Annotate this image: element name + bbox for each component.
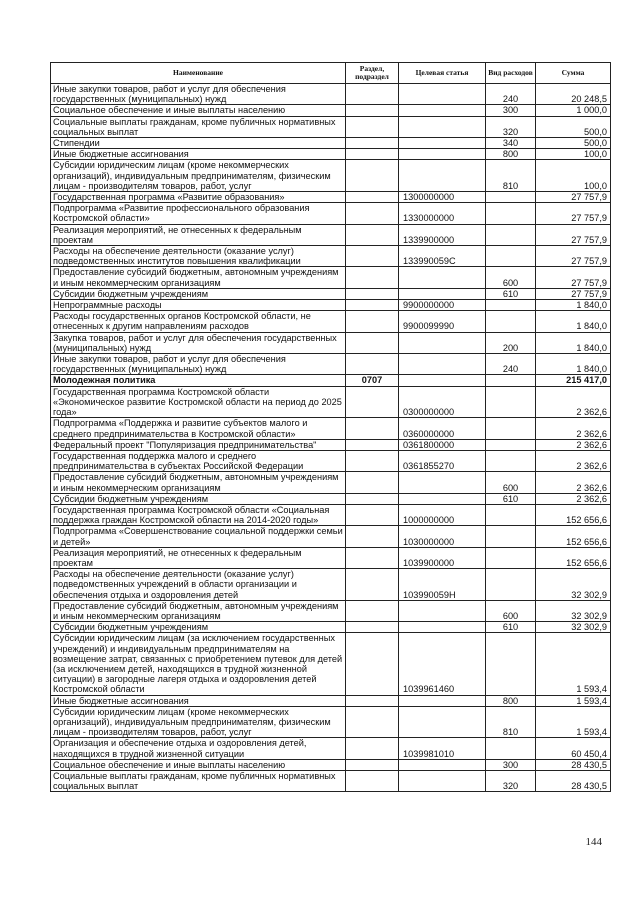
cell-type (486, 547, 536, 568)
table-row (51, 386, 611, 418)
cell-sum: 20 248,5 (536, 84, 611, 105)
cell-section (346, 418, 399, 439)
cell-section (346, 472, 399, 493)
page-number: 144 (585, 836, 602, 848)
cell-type (486, 224, 536, 245)
table-row (51, 354, 611, 375)
cell-name: Иные закупки товаров, работ и услуг для обеспечения государственных (муниципальных) нужд (51, 84, 346, 105)
cell-sum: 27 757,9 (536, 288, 611, 299)
cell-type: 600 (486, 600, 536, 621)
table-row (51, 267, 611, 288)
cell-type (486, 375, 536, 386)
cell-section (346, 600, 399, 621)
cell-section: 0707 (346, 375, 399, 386)
cell-sum: 60 450,4 (536, 738, 611, 759)
header-section: Раздел, подраздел (346, 63, 399, 84)
cell-type (486, 526, 536, 547)
table-row (51, 706, 611, 738)
cell-article: 103990059Н (399, 569, 486, 601)
budget-table-page (50, 62, 610, 792)
cell-name: Государственная программа «Развитие образования» (51, 192, 346, 203)
table-row (51, 450, 611, 471)
table-row (51, 493, 611, 504)
cell-name: Социальное обеспечение и иные выплаты населению (51, 759, 346, 770)
cell-article: 0300000000 (399, 386, 486, 418)
cell-name: Закупка товаров, работ и услуг для обеспечения государственных (муниципальных) нужд (51, 332, 346, 353)
table-row (51, 472, 611, 493)
cell-section (346, 450, 399, 471)
cell-name: Расходы государственных органов Костромской области, не отнесенных к другим направлениям расходов (51, 311, 346, 332)
cell-sum: 1 593,4 (536, 695, 611, 706)
cell-sum: 28 430,5 (536, 759, 611, 770)
cell-section (346, 504, 399, 525)
table-header-row (51, 63, 611, 84)
table-row (51, 105, 611, 116)
header-name: Наименование (51, 63, 346, 84)
cell-sum: 27 757,9 (536, 267, 611, 288)
cell-type (486, 633, 536, 695)
cell-section (346, 160, 399, 192)
cell-sum: 1 593,4 (536, 633, 611, 695)
cell-section (346, 354, 399, 375)
cell-sum: 28 430,5 (536, 771, 611, 792)
table-row (51, 633, 611, 695)
cell-name: Субсидии юридическим лицам (кроме некоммерческих организаций), индивидуальным предпринимателям, физическим лицам - производителям товаров, работ, услуг (51, 160, 346, 192)
cell-name: Государственная программа Костромской области «Экономическое развитие Костромской области на период до 2025 года» (51, 386, 346, 418)
cell-type: 240 (486, 84, 536, 105)
cell-section (346, 192, 399, 203)
cell-section (346, 224, 399, 245)
cell-type: 200 (486, 332, 536, 353)
cell-name: Подпрограмма «Совершенствование социальной поддержки семьи и детей» (51, 526, 346, 547)
cell-name: Подпрограмма «Развитие профессионального образования Костромской области» (51, 203, 346, 224)
cell-section (346, 386, 399, 418)
cell-section (346, 738, 399, 759)
cell-type: 300 (486, 105, 536, 116)
cell-article (399, 160, 486, 192)
cell-type (486, 246, 536, 267)
cell-type: 340 (486, 138, 536, 149)
cell-type (486, 450, 536, 471)
cell-name: Субсидии бюджетным учреждениям (51, 622, 346, 633)
cell-name: Подпрограмма «Поддержка и развитие субъектов малого и среднего предпринимательства в Костромской области» (51, 418, 346, 439)
cell-name: Социальные выплаты гражданам, кроме публичных нормативных социальных выплат (51, 771, 346, 792)
cell-sum: 152 656,6 (536, 547, 611, 568)
cell-article (399, 354, 486, 375)
cell-article: 0361800000 (399, 439, 486, 450)
cell-type (486, 311, 536, 332)
cell-section (346, 300, 399, 311)
table-row (51, 149, 611, 160)
cell-section (346, 771, 399, 792)
cell-article: 133990059С (399, 246, 486, 267)
table-row (51, 246, 611, 267)
cell-article (399, 600, 486, 621)
cell-name: Реализация мероприятий, не отнесенных к федеральным проектам (51, 547, 346, 568)
cell-article: 1330000000 (399, 203, 486, 224)
table-row (51, 192, 611, 203)
cell-name: Субсидии юридическим лицам (кроме некоммерческих организаций), индивидуальным предпринимателям, физическим лицам - производителям товаров, работ, услуг (51, 706, 346, 738)
table-body (51, 84, 611, 792)
cell-article (399, 267, 486, 288)
table-row (51, 160, 611, 192)
cell-name: Субсидии юридическим лицам (за исключением государственных учреждений) и индивидуальным предпринимателям на возмещение затрат, связанных с приобретением путевок для детей (за исключением детей, находящихся в трудной жизненной ситуации) в загородные лагеря отдыха и оздоровления детей Костромской области (51, 633, 346, 695)
cell-article: 0361855270 (399, 450, 486, 471)
header-sum: Сумма (536, 63, 611, 84)
table-row (51, 300, 611, 311)
cell-section (346, 311, 399, 332)
cell-article: 1300000000 (399, 192, 486, 203)
cell-type (486, 300, 536, 311)
cell-article: 1039961460 (399, 633, 486, 695)
cell-section (346, 526, 399, 547)
cell-article (399, 622, 486, 633)
cell-type: 610 (486, 622, 536, 633)
cell-sum: 2 362,6 (536, 472, 611, 493)
cell-name: Иные бюджетные ассигнования (51, 695, 346, 706)
cell-article (399, 771, 486, 792)
cell-sum: 215 417,0 (536, 375, 611, 386)
cell-name: Государственная программа Костромской области «Социальная поддержка граждан Костромской области на 2014-2020 годы» (51, 504, 346, 525)
cell-section (346, 439, 399, 450)
cell-name: Иные бюджетные ассигнования (51, 149, 346, 160)
cell-type (486, 203, 536, 224)
table-row (51, 547, 611, 568)
cell-article: 1030000000 (399, 526, 486, 547)
cell-sum: 27 757,9 (536, 192, 611, 203)
cell-section (346, 547, 399, 568)
cell-name: Федеральный проект "Популяризация предпринимательства" (51, 439, 346, 450)
cell-section (346, 267, 399, 288)
cell-section (346, 203, 399, 224)
cell-article (399, 375, 486, 386)
table-row (51, 138, 611, 149)
cell-article (399, 695, 486, 706)
cell-name: Расходы на обеспечение деятельности (оказание услуг) подведомственных институтов повышения квалификации (51, 246, 346, 267)
table-row (51, 224, 611, 245)
cell-sum: 2 362,6 (536, 386, 611, 418)
cell-type: 610 (486, 493, 536, 504)
table-row (51, 311, 611, 332)
cell-sum: 2 362,6 (536, 418, 611, 439)
table-row (51, 622, 611, 633)
cell-sum: 152 656,6 (536, 526, 611, 547)
cell-section (346, 149, 399, 160)
cell-name: Стипендии (51, 138, 346, 149)
cell-type (486, 738, 536, 759)
cell-sum: 100,0 (536, 160, 611, 192)
cell-article (399, 332, 486, 353)
cell-sum: 1 840,0 (536, 311, 611, 332)
cell-article: 0360000000 (399, 418, 486, 439)
cell-type: 600 (486, 267, 536, 288)
table-row (51, 695, 611, 706)
cell-section (346, 759, 399, 770)
cell-section (346, 622, 399, 633)
cell-sum: 1 000,0 (536, 105, 611, 116)
cell-name: Предоставление субсидий бюджетным, автономным учреждениям и иным некоммерческим организациям (51, 267, 346, 288)
cell-article: 9900000000 (399, 300, 486, 311)
cell-article: 9900099990 (399, 311, 486, 332)
cell-type: 810 (486, 160, 536, 192)
cell-article (399, 493, 486, 504)
cell-article: 1339900000 (399, 224, 486, 245)
cell-sum: 2 362,6 (536, 439, 611, 450)
cell-type: 300 (486, 759, 536, 770)
cell-section (346, 288, 399, 299)
cell-name: Расходы на обеспечение деятельности (оказание услуг) подведомственных учреждений в области организации и обеспечения отдыха и оздоровления детей (51, 569, 346, 601)
header-article: Целевая статья (399, 63, 486, 84)
cell-section (346, 84, 399, 105)
cell-sum: 27 757,9 (536, 203, 611, 224)
cell-type (486, 192, 536, 203)
cell-name: Организация и обеспечение отдыха и оздоровления детей, находящихся в трудной жизненной ситуации (51, 738, 346, 759)
cell-section (346, 569, 399, 601)
cell-article (399, 138, 486, 149)
cell-section (346, 138, 399, 149)
cell-sum: 1 840,0 (536, 332, 611, 353)
table-row (51, 116, 611, 137)
cell-type (486, 504, 536, 525)
cell-name: Социальные выплаты гражданам, кроме публичных нормативных социальных выплат (51, 116, 346, 137)
cell-type: 800 (486, 695, 536, 706)
cell-name: Молодежная политика (51, 375, 346, 386)
table-row (51, 738, 611, 759)
table-row (51, 569, 611, 601)
cell-sum: 1 840,0 (536, 300, 611, 311)
table-row (51, 759, 611, 770)
cell-name: Государственная поддержка малого и среднего предпринимательства в субъектах Российской Федерации (51, 450, 346, 471)
cell-type: 320 (486, 116, 536, 137)
cell-sum: 27 757,9 (536, 246, 611, 267)
cell-section (346, 332, 399, 353)
table-row (51, 288, 611, 299)
cell-type (486, 386, 536, 418)
cell-sum: 32 302,9 (536, 622, 611, 633)
cell-article: 1039981010 (399, 738, 486, 759)
cell-sum: 500,0 (536, 138, 611, 149)
cell-name: Непрограммные расходы (51, 300, 346, 311)
cell-type: 810 (486, 706, 536, 738)
cell-sum: 152 656,6 (536, 504, 611, 525)
cell-sum: 1 840,0 (536, 354, 611, 375)
cell-type: 800 (486, 149, 536, 160)
table-row (51, 600, 611, 621)
table-row (51, 84, 611, 105)
table-row (51, 504, 611, 525)
cell-sum: 32 302,9 (536, 600, 611, 621)
cell-sum: 32 302,9 (536, 569, 611, 601)
cell-section (346, 116, 399, 137)
cell-type: 600 (486, 472, 536, 493)
cell-name: Предоставление субсидий бюджетным, автономным учреждениям и иным некоммерческим организациям (51, 472, 346, 493)
table-row (51, 526, 611, 547)
budget-table (50, 62, 611, 792)
cell-sum: 27 757,9 (536, 224, 611, 245)
table-row (51, 203, 611, 224)
cell-section (346, 695, 399, 706)
cell-article (399, 472, 486, 493)
cell-section (346, 246, 399, 267)
cell-sum: 500,0 (536, 116, 611, 137)
cell-type: 320 (486, 771, 536, 792)
cell-article: 1000000000 (399, 504, 486, 525)
cell-article (399, 288, 486, 299)
cell-name: Предоставление субсидий бюджетным, автономным учреждениям и иным некоммерческим организациям (51, 600, 346, 621)
cell-article (399, 706, 486, 738)
cell-article (399, 116, 486, 137)
cell-name: Иные закупки товаров, работ и услуг для обеспечения государственных (муниципальных) нужд (51, 354, 346, 375)
cell-name: Социальное обеспечение и иные выплаты населению (51, 105, 346, 116)
cell-sum: 2 362,6 (536, 450, 611, 471)
cell-type: 240 (486, 354, 536, 375)
cell-sum: 2 362,6 (536, 493, 611, 504)
cell-section (346, 633, 399, 695)
cell-article (399, 105, 486, 116)
table-row (51, 418, 611, 439)
cell-section (346, 105, 399, 116)
cell-article (399, 149, 486, 160)
cell-section (346, 493, 399, 504)
table-row (51, 332, 611, 353)
table-row (51, 771, 611, 792)
cell-type (486, 569, 536, 601)
cell-type (486, 418, 536, 439)
cell-article (399, 759, 486, 770)
cell-type (486, 439, 536, 450)
header-type: Вид расходов (486, 63, 536, 84)
cell-section (346, 706, 399, 738)
cell-sum: 100,0 (536, 149, 611, 160)
cell-name: Реализация мероприятий, не отнесенных к федеральным проектам (51, 224, 346, 245)
cell-article: 1039900000 (399, 547, 486, 568)
cell-article (399, 84, 486, 105)
cell-type: 610 (486, 288, 536, 299)
cell-name: Субсидии бюджетным учреждениям (51, 288, 346, 299)
table-row (51, 375, 611, 386)
cell-sum: 1 593,4 (536, 706, 611, 738)
table-row (51, 439, 611, 450)
cell-name: Субсидии бюджетным учреждениям (51, 493, 346, 504)
